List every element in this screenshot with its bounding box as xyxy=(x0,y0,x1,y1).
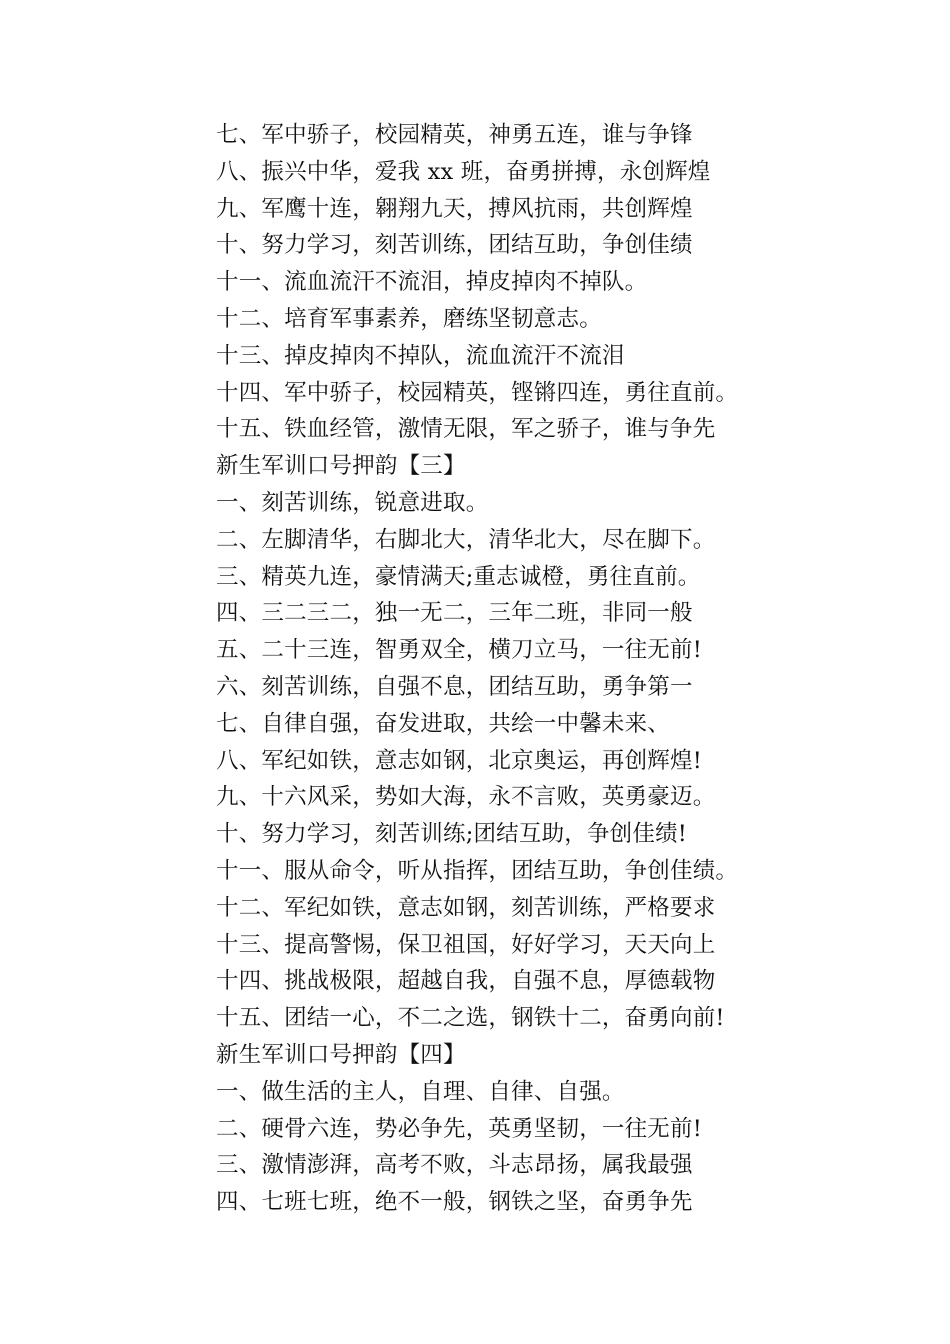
text-line: 十一、流血流汗不流泪，掉皮掉肉不掉队。 xyxy=(216,269,648,296)
text-line: 三、激情澎湃，高考不败，斗志昂扬，属我最强 xyxy=(216,1152,693,1179)
text-line: 十三、提高警惕，保卫祖国，好好学习，天天向上 xyxy=(216,931,716,958)
text-line: 二、硬骨六连，势必争先，英勇坚韧，一往无前! xyxy=(216,1115,702,1142)
text-line: 九、军鹰十连，翱翔九天，搏风抗雨，共创辉煌 xyxy=(216,195,693,222)
text-line: 十五、团结一心，不二之选，钢铁十二，奋勇向前! xyxy=(216,1005,725,1032)
text-line: 十五、铁血经管，激情无限，军之骄子，谁与争先 xyxy=(216,416,716,443)
text-line: 十三、掉皮掉肉不掉队，流血流汗不流泪 xyxy=(216,342,625,369)
text-line: 十二、培育军事素养，磨练坚韧意志。 xyxy=(216,305,602,332)
text-line: 五、二十三连，智勇双全，横刀立马，一往无前! xyxy=(216,637,702,664)
text-line: 十、努力学习，刻苦训练，团结互助，争创佳绩 xyxy=(216,232,693,259)
text-line: 八、振兴中华，爱我 xx 班，奋勇拼搏，永创辉煌 xyxy=(216,158,711,185)
text-line: 十四、军中骄子，校园精英，铿锵四连，勇往直前。 xyxy=(216,379,739,406)
text-line: 三、精英九连，豪情满天;重志诚橙，勇往直前。 xyxy=(216,563,701,590)
section-heading: 新生军训口号押韵【四】 xyxy=(216,1041,466,1068)
text-line: 二、左脚清华，右脚北大，清华北大，尽在脚下。 xyxy=(216,526,716,553)
text-line: 九、十六风采，势如大海，永不言败，英勇豪迈。 xyxy=(216,784,716,811)
text-line: 十一、服从命令，听从指挥，团结互助，争创佳绩。 xyxy=(216,857,739,884)
text-line: 十二、军纪如铁，意志如钢，刻苦训练，严格要求 xyxy=(216,894,716,921)
section-heading: 新生军训口号押韵【三】 xyxy=(216,453,466,480)
text-line: 四、七班七班，绝不一般，钢铁之坚，奋勇争先 xyxy=(216,1189,693,1216)
text-line: 六、刻苦训练，自强不息，团结互助，勇争第一 xyxy=(216,673,693,700)
text-line: 一、做生活的主人，自理、自律、自强。 xyxy=(216,1078,625,1105)
text-line: 十四、挑战极限，超越自我，自强不息，厚德载物 xyxy=(216,968,716,995)
document-body xyxy=(216,117,836,1221)
text-line: 四、三二三二，独一无二，三年二班，非同一般 xyxy=(216,600,693,627)
text-line: 一、刻苦训练，锐意进取。 xyxy=(216,489,489,516)
text-line: 十、努力学习，刻苦训练;团结互助，争创佳绩! xyxy=(216,821,688,848)
text-line: 七、军中骄子，校园精英，神勇五连，谁与争锋 xyxy=(216,122,693,148)
text-line: 七、自律自强，奋发进取，共绘一中馨未来、 xyxy=(216,710,671,737)
text-line: 八、军纪如铁，意志如钢，北京奥运，再创辉煌! xyxy=(216,747,702,774)
